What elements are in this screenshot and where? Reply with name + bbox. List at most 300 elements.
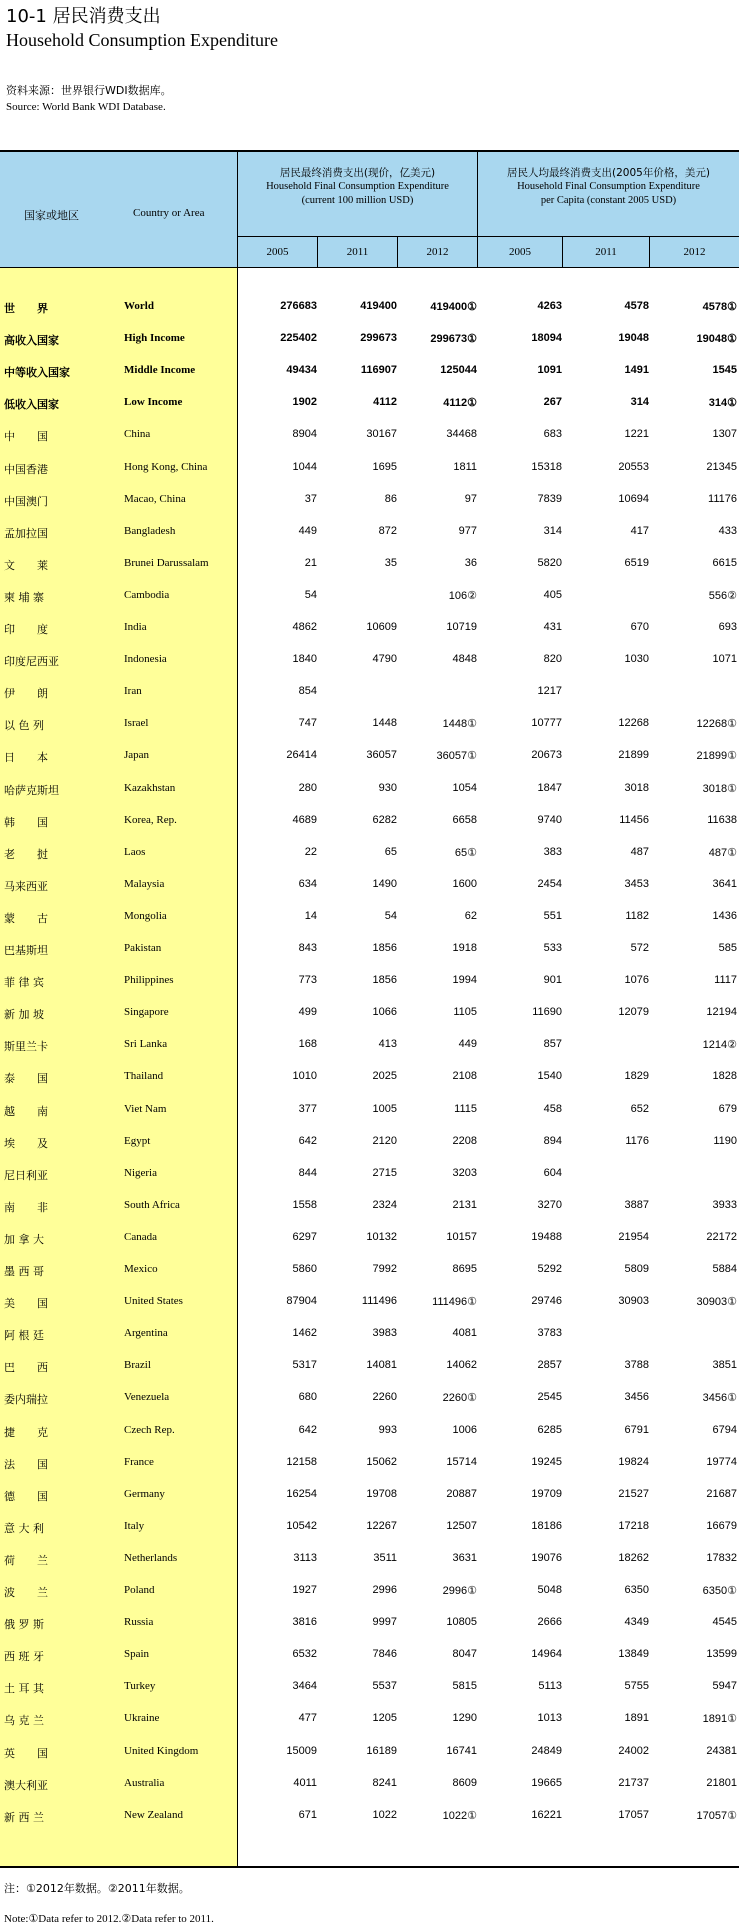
col-country-en: Country or Area [133,207,205,219]
value-cell: 3983 [372,1327,397,1340]
country-name-en: Italy [124,1519,145,1532]
country-name-cn: 高收入国家 [4,334,59,348]
value-cell: 17218 [618,1519,649,1532]
table-row [0,1670,739,1702]
value-cell: 3464 [292,1680,317,1693]
value-cell: 977 [458,524,477,537]
country-name-en: Macao, China [124,492,186,505]
value-cell: 4011 [293,1776,317,1789]
country-name-cn: 新 加 坡 [4,1008,44,1022]
value-cell: 679 [718,1102,737,1115]
country-name-en: World [124,300,154,312]
value-cell: 12267 [366,1519,397,1532]
table-row [0,1285,739,1317]
source-en: Source: World Bank WDI Database. [6,101,166,113]
value-cell: 4862 [292,621,317,633]
value-cell: 17832 [706,1551,737,1564]
country-name-en: France [124,1455,154,1468]
value-cell: 21737 [618,1776,649,1789]
value-cell: 3887 [624,1198,649,1211]
country-name-en: Mongolia [124,909,167,922]
table-row [0,290,739,322]
table-row [0,1093,739,1125]
value-cell: 3788 [624,1359,649,1372]
value-cell: 13599 [706,1648,737,1661]
country-name-cn: 南 非 [4,1200,48,1214]
table-row [0,900,739,932]
value-cell: 20553 [618,460,649,473]
country-name-en: Bangladesh [124,524,176,537]
value-cell: 634 [298,877,317,890]
value-cell: 8047 [452,1648,477,1661]
value-cell: 10157 [446,1230,477,1243]
value-cell: 12194 [706,1006,737,1019]
value-cell: 12507 [446,1519,477,1532]
country-name-en: Sri Lanka [124,1038,168,1051]
value-cell: 116907 [360,364,397,377]
value-cell: 1013 [537,1712,562,1725]
country-name-cn: 意 大 利 [4,1521,44,1535]
country-name-en: New Zealand [124,1808,183,1821]
table-row [0,1735,739,1767]
value-cell: 3816 [292,1616,317,1629]
value-cell: 671 [298,1808,317,1821]
country-name-en: Venezuela [124,1391,170,1404]
country-name-cn: 中 国 [4,430,48,444]
value-cell: 4578① [702,301,737,313]
country-name-en: Thailand [124,1070,164,1083]
country-name-en: South Africa [124,1198,180,1211]
country-name-cn: 埃 及 [4,1136,48,1150]
table-row [0,1606,739,1638]
value-cell: 36 [464,556,477,569]
value-cell: 604 [543,1166,562,1179]
value-cell: 3851 [712,1359,737,1372]
value-cell: 16254 [286,1487,317,1500]
value-cell: 680 [298,1391,317,1404]
table-row [0,611,739,643]
value-cell: 487 [630,845,649,858]
data-table [0,150,739,1868]
value-cell: 1448① [442,718,477,731]
country-name-en: Cambodia [124,588,170,601]
table-row [0,1446,739,1478]
value-cell: 19665 [531,1776,562,1789]
country-name-en: Viet Nam [124,1102,167,1115]
country-name-cn: 印度尼西亚 [4,655,59,669]
value-cell: 18262 [618,1551,649,1564]
value-cell: 1044 [292,460,317,473]
country-name-en: Mexico [124,1263,158,1275]
value-cell: 2996① [442,1585,477,1597]
value-cell: 4790 [372,653,397,666]
value-cell: 1307 [712,428,737,441]
country-name-en: Japan [124,749,150,762]
value-cell: 4349 [624,1616,649,1629]
table-row [0,1189,739,1221]
value-cell: 1290 [452,1712,477,1725]
value-cell: 1022 [372,1808,397,1821]
value-cell: 854 [298,685,317,698]
value-cell: 12268① [696,718,737,731]
value-cell: 1994 [452,974,477,987]
country-name-cn: 乌 克 兰 [4,1714,44,1728]
value-cell: 458 [543,1102,562,1115]
country-name-cn: 加 拿 大 [4,1232,44,1246]
value-cell: 377 [298,1102,317,1115]
value-cell: 36057 [366,749,397,762]
value-cell: 1828 [712,1070,737,1083]
value-cell: 1030 [624,653,649,666]
country-name-en: Canada [124,1230,157,1243]
country-name-cn: 澳大利亚 [4,1778,48,1792]
country-name-cn: 巴基斯坦 [4,944,48,957]
value-cell: 1545 [712,364,737,377]
value-cell: 693 [718,621,737,633]
country-name-en: Kazakhstan [124,781,176,794]
value-cell: 87904 [286,1295,317,1308]
value-cell: 11456 [619,813,649,826]
value-cell: 2260 [372,1391,397,1404]
country-name-cn: 巴 西 [4,1361,48,1375]
value-cell: 2131 [452,1198,477,1211]
table-row [0,1125,739,1157]
value-cell: 6282 [372,813,397,826]
country-name-cn: 文 莱 [4,558,48,572]
value-cell: 3203 [452,1166,477,1179]
value-cell: 1076 [624,974,649,987]
country-name-en: Hong Kong, China [124,460,208,473]
table-row [0,707,739,739]
year-header: 2011 [595,246,617,258]
value-cell: 111496 [361,1295,397,1308]
country-name-cn: 德 国 [4,1489,48,1503]
value-cell: 1811 [453,460,477,473]
value-cell: 1829 [624,1070,649,1083]
value-cell: 65① [454,846,477,859]
value-cell: 930 [378,781,397,794]
value-cell: 16189 [366,1744,397,1757]
country-name-en: Poland [124,1584,155,1596]
year-header: 2005 [509,246,531,258]
year-header: 2011 [346,246,369,258]
value-cell: 4689 [292,813,317,826]
value-cell: 34468 [446,428,477,441]
value-cell: 16679 [706,1519,737,1532]
country-name-cn: 土 耳 其 [4,1682,44,1696]
value-cell: 97 [464,492,477,505]
value-cell: 2996 [372,1584,397,1596]
country-name-cn: 新 西 兰 [4,1810,44,1824]
note-en: Note:①Data refer to 2012.②Data refer to 2011. [4,1913,214,1925]
value-cell: 1491 [624,364,649,377]
value-cell: 3783 [537,1327,562,1340]
table-row [0,547,739,579]
country-name-en: Netherlands [124,1551,178,1564]
value-cell: 10132 [366,1230,397,1243]
value-cell: 21801 [706,1776,737,1789]
value-cell: 6615 [712,556,737,569]
value-cell: 21 [304,556,317,569]
value-cell: 8695 [452,1263,477,1275]
country-name-cn: 英 国 [4,1746,48,1760]
value-cell: 24849 [531,1744,562,1757]
value-cell: 1005 [372,1102,397,1115]
table-row [0,1767,739,1799]
value-cell: 19488 [531,1230,562,1243]
table-row [0,1478,739,1510]
value-cell: 299673 [360,332,397,345]
value-cell: 747 [298,717,317,730]
value-cell: 2208 [452,1134,477,1147]
country-name-en: Korea, Rep. [124,813,177,826]
value-cell: 5884 [712,1263,737,1275]
value-cell: 642 [298,1134,317,1147]
value-cell: 7839 [537,492,562,505]
value-cell: 6532 [292,1648,317,1661]
value-cell: 3631 [452,1551,477,1564]
value-cell: 21899① [696,750,737,763]
value-cell: 30903 [618,1295,649,1308]
country-name-en: Brunei Darussalam [124,556,209,569]
table-row [0,675,739,707]
country-name-en: United Kingdom [124,1744,199,1757]
country-name-cn: 低收入国家 [4,398,59,412]
value-cell: 1066 [372,1006,397,1019]
value-cell: 30167 [366,428,397,441]
country-name-en: Nigeria [124,1166,157,1179]
country-name-cn: 越 南 [4,1104,48,1118]
value-cell: 6794 [712,1423,737,1436]
value-cell: 15062 [366,1455,397,1468]
value-cell: 383 [543,845,562,858]
country-name-cn: 中国澳门 [4,494,48,508]
value-cell: 419400 [360,300,397,312]
table-row [0,932,739,964]
table-row [0,386,739,418]
country-name-en: Middle Income [124,364,196,377]
value-cell: 12268 [618,717,649,730]
value-cell: 12079 [618,1006,649,1019]
value-cell: 54 [384,909,397,922]
value-cell: 65 [384,845,397,858]
value-cell: 16221 [531,1808,562,1821]
country-name-en: Czech Rep. [124,1423,175,1436]
col-country-cn: 国家或地区 [24,209,79,222]
value-cell: 14964 [531,1648,562,1661]
country-name-cn: 印 度 [4,623,48,636]
value-cell: 3018 [624,781,649,794]
value-cell: 14062 [446,1359,477,1372]
value-cell: 5947 [712,1680,737,1693]
country-name-cn: 斯里兰卡 [4,1040,48,1054]
value-cell: 10609 [366,621,397,633]
table-row [0,1317,739,1349]
value-cell: 1902 [292,396,317,409]
value-cell: 2260① [442,1392,477,1405]
value-cell: 6350 [624,1584,649,1596]
value-cell: 22 [304,845,317,858]
value-cell: 4578 [624,300,649,312]
table-row [0,483,739,515]
table-row [0,1028,739,1060]
value-cell: 2454 [537,877,562,890]
table-row [0,354,739,386]
note-cn: 注：①2012年数据。②2011年数据。 [4,1882,190,1895]
value-cell: 477 [298,1712,317,1725]
table-row [0,515,739,547]
value-cell: 843 [298,942,317,954]
value-cell: 6297 [292,1230,317,1243]
value-cell: 5317 [292,1359,317,1372]
value-cell: 1695 [372,460,397,473]
value-cell: 24381 [706,1744,737,1757]
value-cell: 901 [543,974,562,987]
value-cell: 14081 [366,1359,397,1372]
value-cell: 106② [448,589,477,602]
country-name-cn: 以 色 列 [4,719,44,733]
table-row [0,868,739,900]
value-cell: 405 [543,588,562,601]
country-name-en: India [124,621,147,633]
value-cell: 1182 [625,909,649,922]
value-cell: 19824 [618,1455,649,1468]
value-cell: 4112① [443,397,477,410]
value-cell: 487① [708,846,737,859]
value-cell: 683 [543,428,562,441]
value-cell: 22172 [706,1230,737,1243]
table-row [0,451,739,483]
value-cell: 1918 [452,942,477,954]
value-cell: 1117 [714,974,737,987]
value-cell: 18186 [531,1519,562,1532]
value-cell: 3270 [537,1198,562,1211]
country-name-cn: 捷 克 [4,1425,48,1439]
value-cell: 1071 [712,653,737,666]
value-cell: 2025 [372,1070,397,1083]
table-row [0,739,739,771]
value-cell: 1010 [292,1070,317,1083]
country-name-cn: 墨 西 哥 [4,1265,44,1278]
value-cell: 417 [630,524,649,537]
value-cell: 314 [543,524,562,537]
value-cell: 572 [630,942,649,954]
value-cell: 1022① [442,1809,477,1822]
value-cell: 35 [384,556,397,569]
country-name-cn: 委内瑞拉 [4,1393,48,1407]
value-cell: 2120 [372,1134,397,1147]
value-cell: 276683 [280,300,317,312]
country-name-cn: 中国香港 [4,462,48,476]
value-cell: 111496① [432,1296,477,1309]
table-row [0,1799,739,1831]
year-header: 2005 [266,246,289,258]
value-cell: 6658 [452,813,477,826]
value-cell: 13849 [618,1648,649,1661]
value-cell: 6791 [624,1423,649,1436]
country-name-cn: 世 界 [4,302,48,315]
value-cell: 20887 [446,1487,477,1500]
country-name-en: Laos [124,845,146,858]
value-cell: 10805 [446,1616,477,1629]
country-name-en: Ukraine [124,1712,160,1725]
value-cell: 168 [298,1038,317,1051]
table-row [0,322,739,354]
value-cell: 5820 [537,556,562,569]
country-name-cn: 美 国 [4,1297,48,1311]
country-name-cn: 孟加拉国 [4,526,48,540]
value-cell: 21527 [618,1487,649,1500]
country-name-en: Pakistan [124,942,162,954]
table-row [0,1638,739,1670]
value-cell: 1540 [537,1070,562,1083]
value-cell: 1927 [292,1584,317,1596]
value-cell: 15318 [531,460,562,473]
value-cell: 1054 [452,781,477,794]
value-cell: 10542 [286,1519,317,1532]
group-header-total: 居民最终消费支出(现价，亿美元) Household Final Consumption Expenditure (current 100 million USD) [266,167,449,206]
value-cell: 15009 [286,1744,317,1757]
value-cell: 30903① [696,1296,737,1309]
value-cell: 3511 [373,1551,397,1564]
value-cell: 19245 [531,1455,562,1468]
value-cell: 642 [298,1423,317,1436]
group-header-per-capita: 居民人均最终消费支出(2005年价格，美元) Household Final Consumption Expenditure per Capita (constant 2005 USD) [507,167,710,206]
value-cell: 5113 [538,1680,562,1693]
table-row [0,1349,739,1381]
value-cell: 225402 [280,332,317,345]
country-name-cn: 老 挝 [4,847,48,861]
value-cell: 4263 [537,300,562,312]
value-cell: 7992 [372,1263,397,1275]
value-cell: 1217 [537,685,562,698]
value-cell: 1891① [702,1713,737,1726]
value-cell: 1091 [537,364,562,377]
value-cell: 19708 [366,1487,397,1500]
country-name-cn: 蒙 古 [4,911,48,925]
value-cell: 21345 [706,460,737,473]
value-cell: 773 [298,974,317,987]
value-cell: 280 [298,781,317,794]
value-cell: 556② [708,589,737,602]
value-cell: 10694 [618,492,649,505]
country-name-cn: 中等收入国家 [4,366,70,380]
table-row [0,964,739,996]
value-cell: 5048 [537,1584,562,1596]
value-cell: 10777 [531,717,562,730]
value-cell: 2857 [537,1359,562,1372]
value-cell: 4112 [373,396,397,409]
year-header: 2012 [426,246,449,258]
country-name-en: Australia [124,1776,165,1789]
country-name-en: Russia [124,1616,154,1629]
value-cell: 8904 [292,428,317,441]
country-name-en: Brazil [124,1359,151,1372]
value-cell: 3113 [293,1551,317,1564]
value-cell: 5537 [372,1680,397,1693]
value-cell: 1006 [452,1423,477,1436]
country-name-en: High Income [124,332,185,345]
value-cell: 54 [304,588,317,601]
value-cell: 21687 [706,1487,737,1500]
table-row [0,996,739,1028]
value-cell: 9997 [372,1616,397,1629]
value-cell: 449 [298,524,317,537]
value-cell: 585 [718,942,737,954]
value-cell: 413 [378,1038,397,1051]
value-cell: 37 [304,492,317,505]
value-cell: 267 [543,396,562,409]
